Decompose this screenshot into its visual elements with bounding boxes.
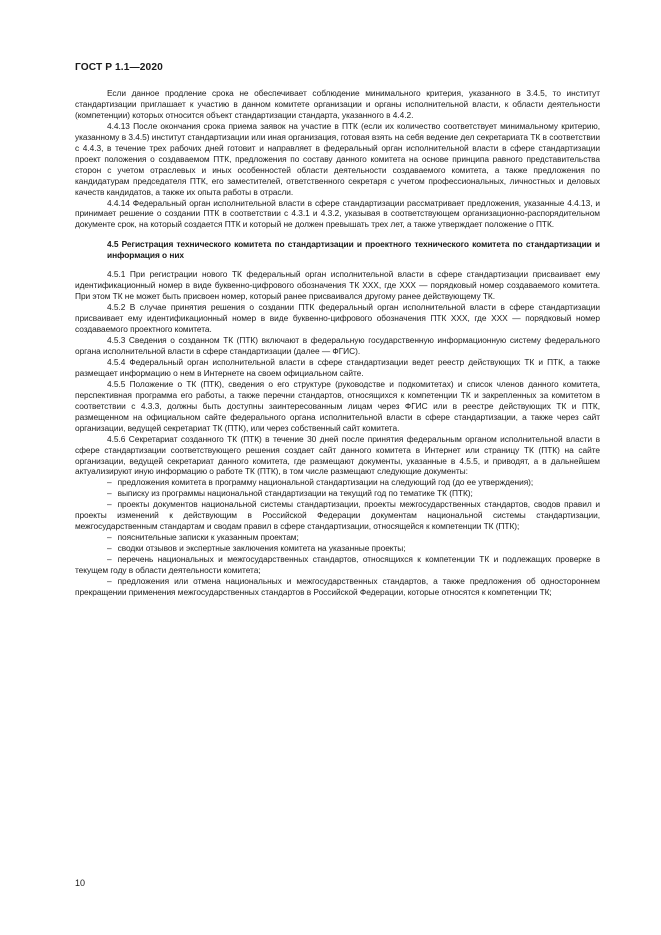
list-item: – пояснительные записки к указанным проектам; (75, 532, 600, 543)
list-item: – выписку из программы национальной стандартизации на текущий год по тематике ТК (ПТК); (75, 488, 600, 499)
paragraph: Если данное продление срока не обеспечивает соблюдение минимального критерия, указанного в 3.4.5, то институт стандартизации приглашает к участию в данном комитете организации и органы исполнительной власти, к области деятельности (компетенции) которых относится объект стандартизации стандарта, указанного в 4.4.2. (75, 88, 600, 120)
paragraph-4-5-1: 4.5.1 При регистрации нового ТК федеральный орган исполнительной власти в сфере стандартизации присваивает ему идентификационный номер в виде буквенно-цифрового обозначения ТК ХХХ, где ХХХ — порядковый номер создаваемого комитета. При этом ТК не может быть присвоен номер, который ранее присваивался другому ранее действующему ТК. (75, 269, 600, 302)
paragraph-4-4-13: 4.4.13 После окончания срока приема заявок на участие в ПТК (если их количество соответствует минимальному критерию, указанному в 3.4.5) институт стандартизации или иная организация, готовая взять на себя ведение дел секретариата ТК в соответствии с 4.4.3, в течение трех рабочих дней готовит и направляет в федеральный орган исполнительной власти в сфере стандартизации проект положения о создаваемом ПТК, предложения по составу данного комитета на основе принципа равного представительства сторон с учетом отраслевых и иных особенностей области деятельности создаваемого комитета, а также предложения по кандидатурам председателя ПТК, его заместителей, ответственного секретаря с учетом профессиональных, личностных и деловых качеств кандидатов, а также их опыта работы в отрасли. (75, 120, 600, 197)
list-item: – предложения комитета в программу национальной стандартизации на следующий год (до ее утверждения); (75, 477, 600, 488)
paragraph-4-4-14: 4.4.14 Федеральный орган исполнительной власти в сфере стандартизации рассматривает предложения, указанные 4.4.13, и принимает решение о создании ПТК в соответствии с 4.3.1 и 4.3.2, указывая в соответствующем организационно-распорядительном документе срок, на который создается ПТК и который не должен превышать трех лет, а также утверждает положение о ПТК. (75, 197, 600, 230)
list-item: – перечень национальных и межгосударственных стандартов, относящихся к компетенции ТК и подлежащих проверке в текущем году в области деятельности комитета; (75, 554, 600, 576)
section-title-4-5: 4.5 Регистрация технического комитета по стандартизации и проектного технического комитета по стандартизации и информация о них (107, 239, 600, 261)
paragraph-4-5-4: 4.5.4 Федеральный орган исполнительной власти в сфере стандартизации ведет реестр действующих ТК и ПТК, а также размещает информацию о нем в Интернете на своем официальном сайте. (75, 356, 600, 378)
list-item: – сводки отзывов и экспертные заключения комитета на указанные проекты; (75, 543, 600, 554)
document-code: ГОСТ Р 1.1—2020 (75, 62, 163, 73)
page-number: 10 (75, 878, 86, 888)
list-item: – предложения или отмена национальных и межгосударственных стандартов, а также предложения об одностороннем прекращении применения межгосударственных стандартов в Российской Федерации, которые относятся к компетенции ТК; (75, 576, 600, 598)
paragraph-4-5-2: 4.5.2 В случае принятия решения о создании ПТК федеральный орган исполнительной власти в сфере стандартизации присваивает ему идентификационный номер в виде буквенно-цифрового обозначения ПТК ХХХ, где ХХХ — порядковый номер создаваемого проектного комитета. (75, 302, 600, 335)
list-item: – проекты документов национальной системы стандартизации, проекты межгосударственных стандартов, сводов правил и проекты изменений к действующим в Российской Федерации документам национальной системы стандартизации, межгосударственным стандартам и сводам правил в сфере стандартизации, относящейся к компетенции ТК (ПТК); (75, 499, 600, 532)
paragraph-4-5-5: 4.5.5 Положение о ТК (ПТК), сведения о его структуре (руководстве и подкомитетах) и список членов данного комитета, перспективная программа его работы, а также перечни стандартов, относящихся к компетенции ТК и закрепленных за комитетом в соответствии с 4.3.3, должны быть доступны заинтересованным лицам через ФГИС или в реестре действующих ТК и ПТК, размещенном на официальном сайте федерального органа исполнительной власти в сфере стандартизации, а также через сайт организации, ведущей секретариат ТК (ПТК), или через собственный сайт комитета. (75, 378, 600, 433)
paragraph-4-5-6: 4.5.6 Секретариат созданного ТК (ПТК) в течение 30 дней после принятия федеральным органом исполнительной власти в сфере стандартизации соответствующего решения создает сайт данного комитета в Интернет или страницу ТК (ПТК) на сайте организации, ведущей секретариат данного комитета, где размещают документы, указанные в 4.5.5, и приводят, а в дальнейшем актуализируют иную информацию о работе ТК (ПТК), в том числе размещают следующие документы: (75, 433, 600, 477)
document-body (75, 88, 600, 598)
paragraph-4-5-3: 4.5.3 Сведения о созданном ТК (ПТК) включают в федеральную государственную информационную систему федерального органа исполнительной власти в сфере стандартизации (далее — ФГИС). (75, 335, 600, 356)
